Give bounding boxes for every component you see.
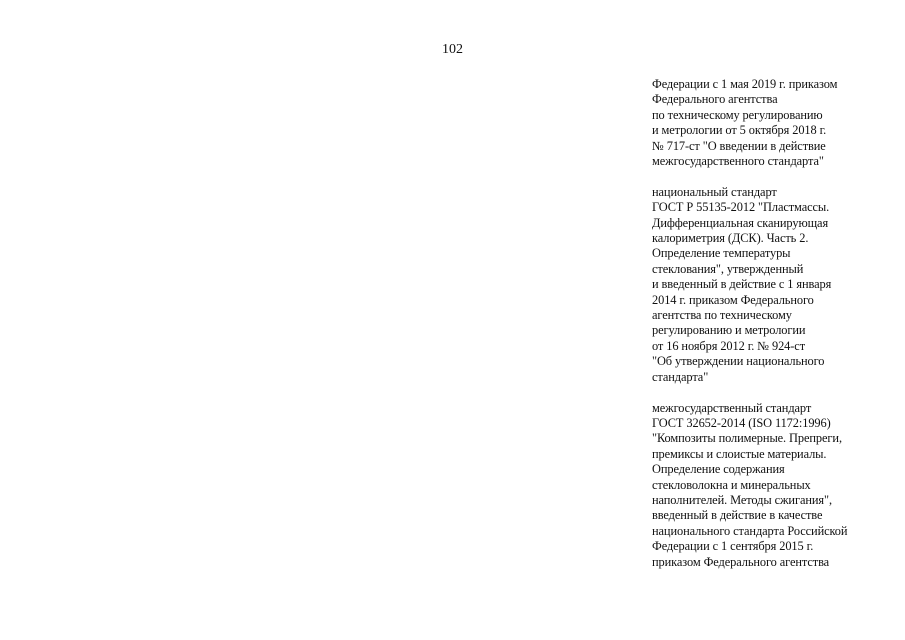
text-line: ГОСТ Р 55135-2012 "Пластмассы. — [652, 200, 830, 215]
text-line: "Композиты полимерные. Препреги, — [652, 431, 842, 446]
text-line: введенный в действие в качестве — [652, 508, 823, 523]
paragraph-standard-reference-3 — [652, 401, 900, 570]
page-number: 102 — [442, 42, 463, 57]
text-line: Федерального агентства — [652, 92, 778, 107]
text-line: и введенный в действие с 1 января — [652, 277, 832, 292]
text-line: премиксы и слоистые материалы. — [652, 446, 827, 461]
text-line: ГОСТ 32652-2014 (ISO 1172:1996) — [652, 415, 831, 430]
text-line: калориметрия (ДСК). Часть 2. — [652, 231, 809, 246]
text-line: Федерации с 1 мая 2019 г. приказом — [652, 77, 838, 91]
text-line: стекловолокна и минеральных — [652, 477, 811, 492]
text-line: агентства по техническому — [652, 308, 792, 323]
text-line: Дифференциальная сканирующая — [652, 215, 829, 230]
text-line: национальный стандарт — [652, 184, 777, 199]
text-line: № 717-ст "О введении в действие — [652, 138, 826, 153]
text-line: и метрологии от 5 октября 2018 г. — [652, 123, 827, 138]
text-line: Федерации с 1 сентября 2015 г. — [652, 539, 814, 554]
text-line: приказом Федерального агентства — [652, 554, 830, 569]
paragraph-standard-reference-2 — [652, 185, 900, 385]
document-text-column — [652, 77, 900, 570]
text-line: Определение содержания — [652, 462, 785, 477]
text-line: по техническому регулированию — [652, 107, 823, 122]
text-line: наполнителей. Методы сжигания", — [652, 492, 832, 507]
text-line: "Об утверждении национального — [652, 354, 825, 369]
text-line: регулированию и метрологии — [652, 323, 806, 338]
text-line: межгосударственного стандарта" — [652, 154, 824, 169]
text-line: межгосударственный стандарт — [652, 400, 812, 415]
text-line: национального стандарта Российской — [652, 523, 848, 538]
text-line: 2014 г. приказом Федерального — [652, 292, 814, 307]
text-line: Определение температуры — [652, 246, 791, 261]
text-line: стеклования", утвержденный — [652, 261, 804, 276]
paragraph-standard-reference-1 — [652, 77, 900, 169]
text-line: стандарта" — [652, 369, 709, 384]
text-line: от 16 ноября 2012 г. № 924-ст — [652, 338, 806, 353]
